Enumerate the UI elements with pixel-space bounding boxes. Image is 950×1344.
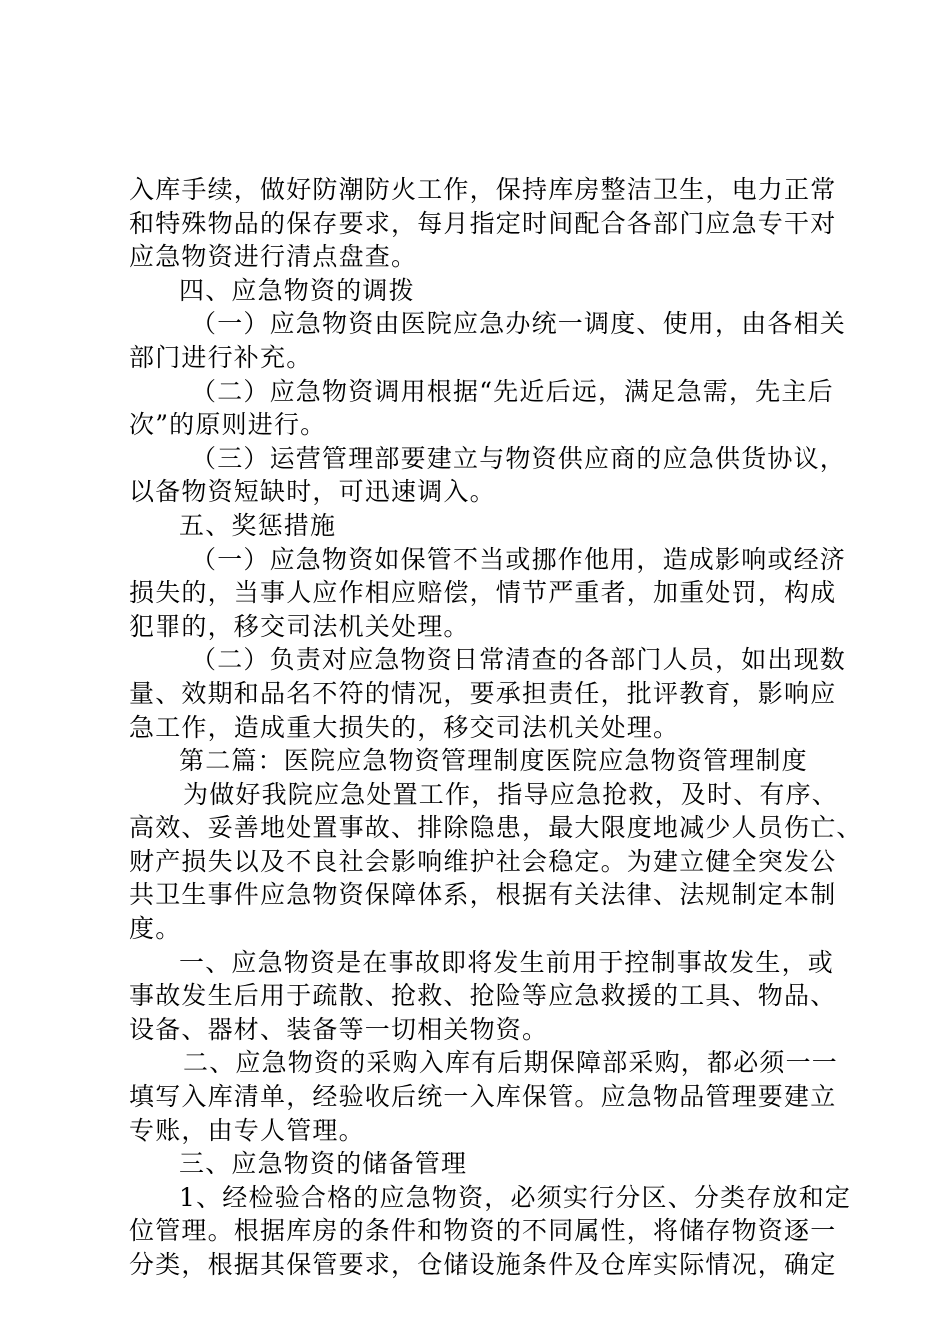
text-line: 分类，根据其保管要求，仓储设施条件及仓库实际情况，确定 (129, 1250, 837, 1279)
text-line: 二、应急物资的采购入库有后期保障部采购，都必须一一 (183, 1048, 839, 1078)
text-line: 应急物资进行清点盘查。 (129, 242, 418, 272)
text-line: 位管理。根据库房的条件和物资的不同属性，将储存物资逐一 (129, 1216, 837, 1246)
text-line: 入库手续，做好防潮防火工作，保持库房整洁卫生，电力正常 (129, 175, 837, 204)
text-line: 以备物资短缺时，可迅速调入。 (129, 477, 496, 507)
section-heading: 五、奖惩措施 (179, 510, 337, 540)
text-line: 为做好我院应急处置工作，指导应急抢救，及时、有序、 (183, 779, 839, 809)
text-line: 量、效期和品名不符的情况，要承担责任，批评教育，影响应 (129, 678, 837, 708)
text-line: （一）应急物资如保管不当或挪作他用，造成影响或经济 (191, 544, 847, 574)
text-line: 损失的，当事人应作相应赔偿，情节严重者，加重处罚，构成 (129, 578, 837, 608)
text-line: 和特殊物品的保存要求，每月指定时间配合各部门应急专干对 (129, 208, 837, 238)
text-line: 共卫生事件应急物资保障体系，根据有关法律、法规制定本制 (129, 880, 837, 910)
section-heading: 四、应急物资的调拨 (179, 275, 415, 305)
text-line: 财产损失以及不良社会影响维护社会稳定。为建立健全突发公 (129, 846, 837, 876)
text-line: 急工作，造成重大损失的，移交司法机关处理。 (129, 712, 680, 742)
text-line: （一）应急物资由医院应急办统一调度、使用，由各相关 (191, 309, 847, 339)
text-line: （二）应急物资调用根据“先近后远，满足急需，先主后 (191, 376, 834, 406)
text-line: 1、经检验合格的应急物资，必须实行分区、分类存放和定 (179, 1182, 852, 1212)
text-line: 一、应急物资是在事故即将发生前用于控制事故发生，或 (179, 947, 835, 977)
text-line: 填写入库清单，经验收后统一入库保管。应急物品管理要建立 (129, 1082, 837, 1112)
text-line: 设备、器材、装备等一切相关物资。 (129, 1014, 549, 1044)
text-line: 次”的原则进行。 (129, 410, 327, 440)
chapter-heading: 第二篇：医院应急物资管理制度医院应急物资管理制度 (179, 746, 808, 776)
text-line: （三）运营管理部要建立与物资供应商的应急供货协议， (191, 443, 847, 473)
text-line: 专账，由专人管理。 (129, 1115, 365, 1145)
text-line: 部门进行补充。 (129, 342, 313, 372)
text-line: （二）负责对应急物资日常清查的各部门人员，如出现数 (191, 645, 847, 675)
section-heading: 三、应急物资的储备管理 (179, 1149, 468, 1179)
text-line: 高效、妥善地处置事故、排除隐患，最大限度地减少人员伤亡、 (129, 813, 863, 843)
document-body (129, 173, 863, 1282)
text-line: 犯罪的，移交司法机关处理。 (129, 611, 470, 641)
text-line: 度。 (129, 914, 182, 944)
text-line: 事故发生后用于疏散、抢救、抢险等应急救援的工具、物品、 (129, 981, 837, 1011)
